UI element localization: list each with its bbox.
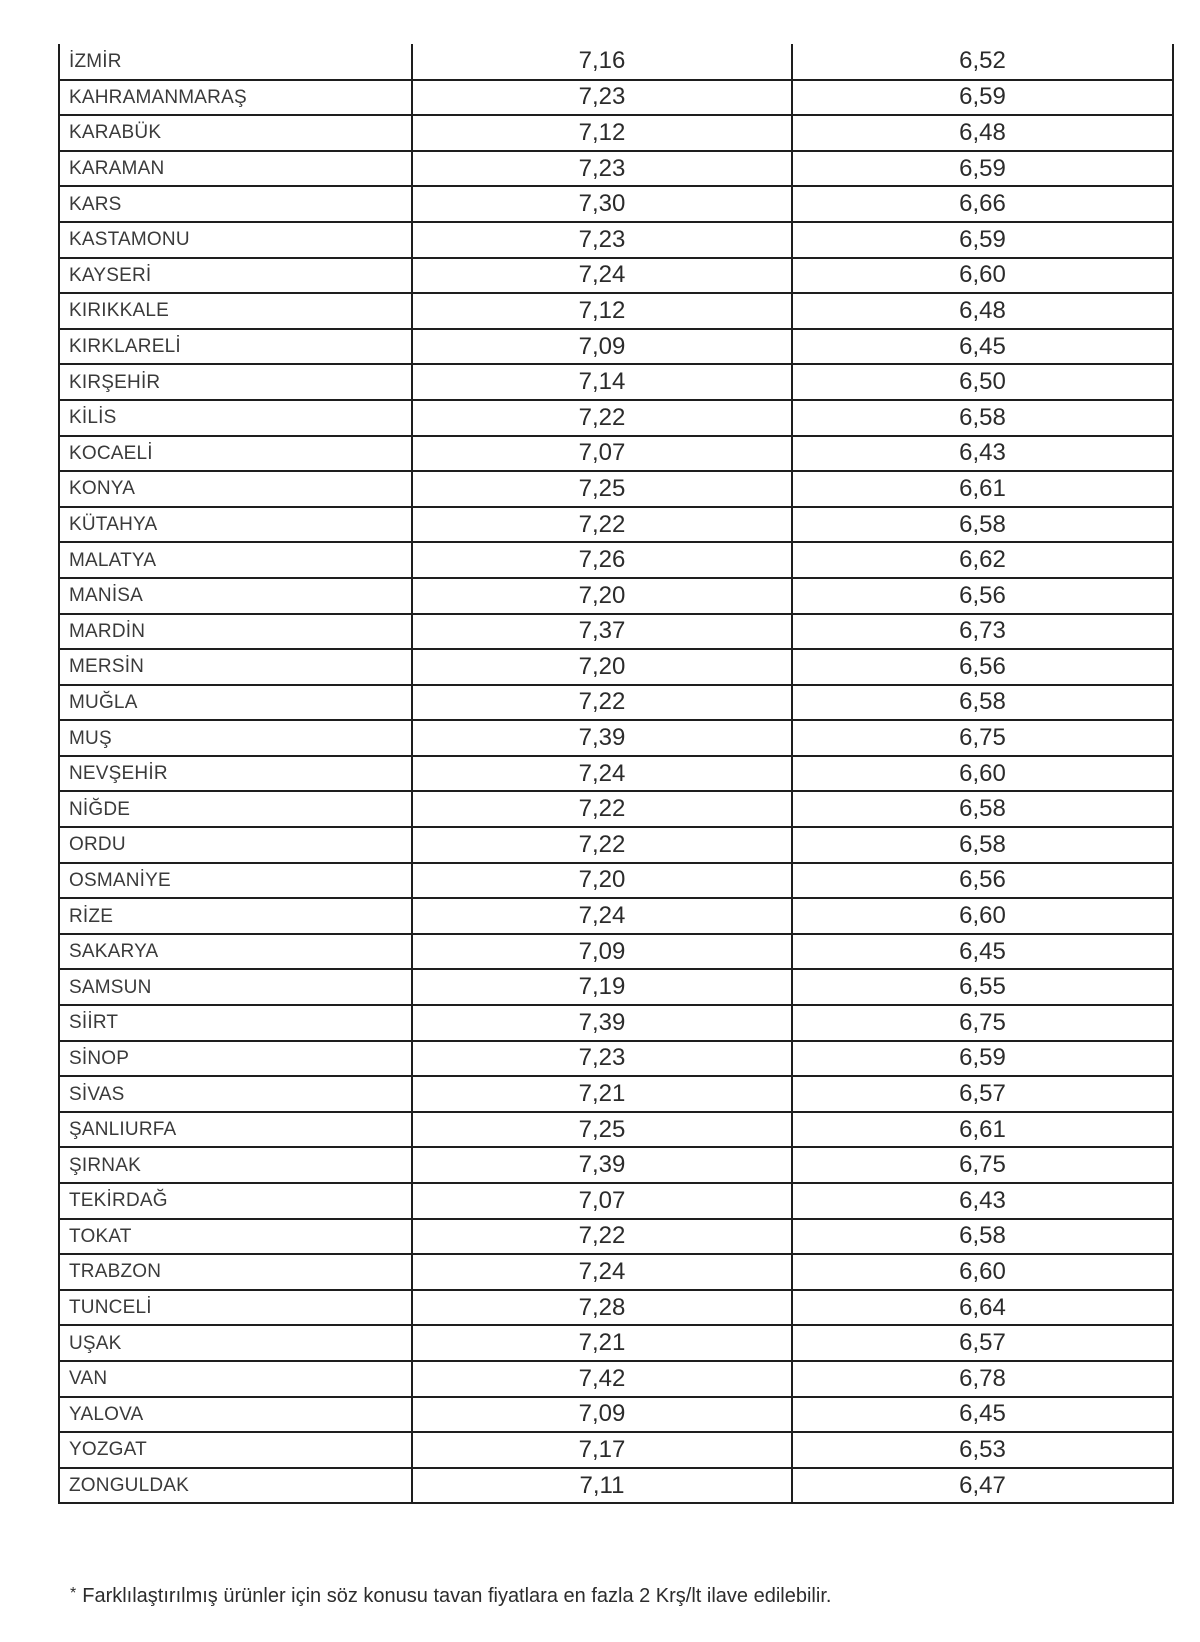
price-2-cell: 6,57 <box>792 1325 1173 1361</box>
fuel-price-table <box>58 44 1174 1504</box>
price-1-cell: 7,07 <box>412 1183 792 1219</box>
price-2-cell: 6,64 <box>792 1290 1173 1326</box>
table-row <box>59 1361 1173 1397</box>
footnote <box>70 1585 831 1608</box>
price-1-cell: 7,23 <box>412 151 792 187</box>
price-1-cell: 7,42 <box>412 1361 792 1397</box>
table-row <box>59 80 1173 116</box>
city-name-cell: KAHRAMANMARAŞ <box>59 80 412 116</box>
price-1-cell: 7,21 <box>412 1325 792 1361</box>
city-name-cell: KARS <box>59 186 412 222</box>
price-1-cell: 7,39 <box>412 720 792 756</box>
table-row <box>59 1112 1173 1148</box>
table-row <box>59 1468 1173 1504</box>
city-name-cell: KOCAELİ <box>59 436 412 472</box>
price-1-cell: 7,20 <box>412 649 792 685</box>
city-name-cell: MUŞ <box>59 720 412 756</box>
price-2-cell: 6,58 <box>792 685 1173 721</box>
price-2-cell: 6,62 <box>792 542 1173 578</box>
price-1-cell: 7,39 <box>412 1005 792 1041</box>
table-row <box>59 507 1173 543</box>
price-2-cell: 6,59 <box>792 1041 1173 1077</box>
footnote-marker: * <box>70 1585 77 1602</box>
city-name-cell: VAN <box>59 1361 412 1397</box>
price-2-cell: 6,75 <box>792 1005 1173 1041</box>
city-name-cell: YOZGAT <box>59 1432 412 1468</box>
price-1-cell: 7,26 <box>412 542 792 578</box>
table-row <box>59 1432 1173 1468</box>
city-name-cell: KARABÜK <box>59 115 412 151</box>
price-1-cell: 7,24 <box>412 1254 792 1290</box>
city-name-cell: NEVŞEHİR <box>59 756 412 792</box>
city-name-cell: ZONGULDAK <box>59 1468 412 1504</box>
price-2-cell: 6,56 <box>792 578 1173 614</box>
price-2-cell: 6,45 <box>792 934 1173 970</box>
city-name-cell: SİNOP <box>59 1041 412 1077</box>
table-row <box>59 614 1173 650</box>
price-2-cell: 6,57 <box>792 1076 1173 1112</box>
price-2-cell: 6,58 <box>792 400 1173 436</box>
price-2-cell: 6,58 <box>792 507 1173 543</box>
city-name-cell: MERSİN <box>59 649 412 685</box>
city-name-cell: TUNCELİ <box>59 1290 412 1326</box>
city-name-cell: RİZE <box>59 898 412 934</box>
table-row <box>59 542 1173 578</box>
price-2-cell: 6,55 <box>792 969 1173 1005</box>
table-row <box>59 827 1173 863</box>
table-row <box>59 969 1173 1005</box>
price-2-cell: 6,45 <box>792 329 1173 365</box>
table-row <box>59 1397 1173 1433</box>
price-2-cell: 6,66 <box>792 186 1173 222</box>
price-1-cell: 7,22 <box>412 1219 792 1255</box>
table-row <box>59 863 1173 899</box>
price-2-cell: 6,45 <box>792 1397 1173 1433</box>
price-1-cell: 7,16 <box>412 44 792 80</box>
price-1-cell: 7,22 <box>412 685 792 721</box>
price-2-cell: 6,48 <box>792 293 1173 329</box>
price-1-cell: 7,22 <box>412 827 792 863</box>
price-1-cell: 7,21 <box>412 1076 792 1112</box>
city-name-cell: MALATYA <box>59 542 412 578</box>
price-2-cell: 6,53 <box>792 1432 1173 1468</box>
price-1-cell: 7,23 <box>412 80 792 116</box>
table-row <box>59 720 1173 756</box>
table-row <box>59 898 1173 934</box>
table-row <box>59 685 1173 721</box>
city-name-cell: KİLİS <box>59 400 412 436</box>
city-name-cell: TRABZON <box>59 1254 412 1290</box>
table-row <box>59 1005 1173 1041</box>
table-row <box>59 1254 1173 1290</box>
price-1-cell: 7,24 <box>412 258 792 294</box>
city-name-cell: KASTAMONU <box>59 222 412 258</box>
price-2-cell: 6,47 <box>792 1468 1173 1504</box>
price-2-cell: 6,75 <box>792 720 1173 756</box>
price-1-cell: 7,09 <box>412 934 792 970</box>
table-row <box>59 1041 1173 1077</box>
table-row <box>59 1290 1173 1326</box>
price-2-cell: 6,56 <box>792 863 1173 899</box>
table-row <box>59 222 1173 258</box>
price-2-cell: 6,75 <box>792 1147 1173 1183</box>
price-1-cell: 7,24 <box>412 898 792 934</box>
city-name-cell: İZMİR <box>59 44 412 80</box>
table-row <box>59 1147 1173 1183</box>
price-2-cell: 6,59 <box>792 222 1173 258</box>
table-row <box>59 400 1173 436</box>
price-1-cell: 7,25 <box>412 1112 792 1148</box>
city-name-cell: NİĞDE <box>59 791 412 827</box>
table-row <box>59 649 1173 685</box>
price-1-cell: 7,19 <box>412 969 792 1005</box>
table-row <box>59 115 1173 151</box>
table-row <box>59 578 1173 614</box>
price-2-cell: 6,78 <box>792 1361 1173 1397</box>
city-name-cell: ORDU <box>59 827 412 863</box>
price-1-cell: 7,17 <box>412 1432 792 1468</box>
city-name-cell: OSMANİYE <box>59 863 412 899</box>
price-2-cell: 6,60 <box>792 898 1173 934</box>
price-1-cell: 7,09 <box>412 1397 792 1433</box>
price-1-cell: 7,30 <box>412 186 792 222</box>
city-name-cell: MANİSA <box>59 578 412 614</box>
city-name-cell: SİİRT <box>59 1005 412 1041</box>
price-1-cell: 7,39 <box>412 1147 792 1183</box>
city-name-cell: ŞANLIURFA <box>59 1112 412 1148</box>
price-1-cell: 7,12 <box>412 115 792 151</box>
price-1-cell: 7,09 <box>412 329 792 365</box>
city-name-cell: SİVAS <box>59 1076 412 1112</box>
table-row <box>59 293 1173 329</box>
table-row <box>59 151 1173 187</box>
price-2-cell: 6,56 <box>792 649 1173 685</box>
price-2-cell: 6,43 <box>792 1183 1173 1219</box>
price-1-cell: 7,22 <box>412 400 792 436</box>
price-1-cell: 7,14 <box>412 364 792 400</box>
price-2-cell: 6,59 <box>792 151 1173 187</box>
city-name-cell: ŞIRNAK <box>59 1147 412 1183</box>
table-row <box>59 1076 1173 1112</box>
table-row <box>59 364 1173 400</box>
price-1-cell: 7,22 <box>412 507 792 543</box>
table-row <box>59 1325 1173 1361</box>
price-2-cell: 6,52 <box>792 44 1173 80</box>
price-2-cell: 6,73 <box>792 614 1173 650</box>
city-name-cell: KARAMAN <box>59 151 412 187</box>
table-row <box>59 791 1173 827</box>
table-row <box>59 1183 1173 1219</box>
price-2-cell: 6,60 <box>792 756 1173 792</box>
price-2-cell: 6,61 <box>792 1112 1173 1148</box>
price-2-cell: 6,58 <box>792 827 1173 863</box>
city-name-cell: SAMSUN <box>59 969 412 1005</box>
price-1-cell: 7,20 <box>412 863 792 899</box>
city-name-cell: YALOVA <box>59 1397 412 1433</box>
city-name-cell: KIRŞEHİR <box>59 364 412 400</box>
table-row <box>59 44 1173 80</box>
city-name-cell: UŞAK <box>59 1325 412 1361</box>
price-1-cell: 7,28 <box>412 1290 792 1326</box>
price-1-cell: 7,11 <box>412 1468 792 1504</box>
city-name-cell: KÜTAHYA <box>59 507 412 543</box>
price-1-cell: 7,23 <box>412 1041 792 1077</box>
price-2-cell: 6,59 <box>792 80 1173 116</box>
city-name-cell: MARDİN <box>59 614 412 650</box>
city-name-cell: KAYSERİ <box>59 258 412 294</box>
city-name-cell: KIRIKKALE <box>59 293 412 329</box>
table-row <box>59 258 1173 294</box>
price-1-cell: 7,24 <box>412 756 792 792</box>
city-name-cell: MUĞLA <box>59 685 412 721</box>
city-name-cell: SAKARYA <box>59 934 412 970</box>
price-1-cell: 7,20 <box>412 578 792 614</box>
city-name-cell: TOKAT <box>59 1219 412 1255</box>
city-name-cell: KIRKLARELİ <box>59 329 412 365</box>
price-2-cell: 6,58 <box>792 791 1173 827</box>
table-row <box>59 756 1173 792</box>
price-1-cell: 7,23 <box>412 222 792 258</box>
table-row <box>59 1219 1173 1255</box>
price-1-cell: 7,37 <box>412 614 792 650</box>
price-2-cell: 6,43 <box>792 436 1173 472</box>
price-2-cell: 6,50 <box>792 364 1173 400</box>
city-name-cell: KONYA <box>59 471 412 507</box>
price-2-cell: 6,60 <box>792 1254 1173 1290</box>
price-1-cell: 7,12 <box>412 293 792 329</box>
price-1-cell: 7,07 <box>412 436 792 472</box>
table-body <box>59 44 1173 1503</box>
city-name-cell: TEKİRDAĞ <box>59 1183 412 1219</box>
price-2-cell: 6,60 <box>792 258 1173 294</box>
price-1-cell: 7,25 <box>412 471 792 507</box>
table-row <box>59 436 1173 472</box>
price-2-cell: 6,58 <box>792 1219 1173 1255</box>
footnote-text: Farklılaştırılmış ürünler için söz konusu tavan fiyatlara en fazla 2 Krş/lt ilave edilebilir. <box>82 1585 832 1607</box>
table-row <box>59 186 1173 222</box>
table-row <box>59 471 1173 507</box>
price-2-cell: 6,61 <box>792 471 1173 507</box>
table-row <box>59 329 1173 365</box>
price-2-cell: 6,48 <box>792 115 1173 151</box>
price-1-cell: 7,22 <box>412 791 792 827</box>
table-row <box>59 934 1173 970</box>
